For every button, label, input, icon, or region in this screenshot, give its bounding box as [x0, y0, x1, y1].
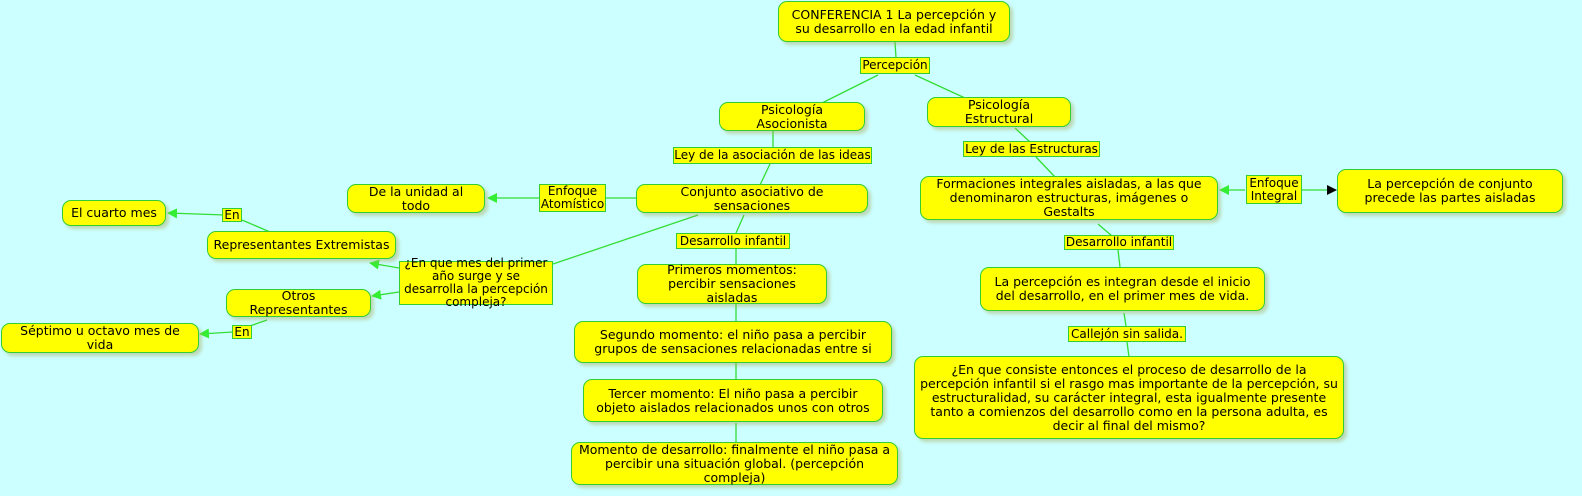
- node-tercer-momento[interactable]: Tercer momento: El niño pasa a percibir objeto aislados relacionados unos con otros: [583, 379, 883, 422]
- node-septimo-octavo[interactable]: Séptimo u octavo mes de vida: [1, 323, 199, 353]
- label-desarrollo-infantil-2: Desarrollo infantil: [1065, 235, 1173, 249]
- node-segundo-momento[interactable]: Segundo momento: el niño pasa a percibir grupos de sensaciones relacionadas entre si: [574, 321, 892, 363]
- node-pregunta-consiste[interactable]: ¿En que consiste entonces el proceso de desarrollo de la percepción infantil si el rasgo mas importante de la percepción, su estructuralidad, su carácter integral, esta igualmente presente tanto a comienzos del desarrollo como en la persona adulta, es decir al final del mismo?: [914, 356, 1344, 439]
- node-cuarto-mes[interactable]: El cuarto mes: [62, 200, 166, 226]
- node-percepcion-integran[interactable]: La percepción es integran desde el inicio del desarrollo, en el primer mes de vida.: [980, 267, 1265, 311]
- node-otros-representantes[interactable]: Otros Representantes: [226, 289, 371, 317]
- node-representantes-extremistas[interactable]: Representantes Extremistas: [207, 231, 396, 259]
- label-en-1: En: [222, 208, 242, 222]
- node-psicologia-asocionista[interactable]: Psicología Asocionista: [719, 102, 865, 131]
- label-callejon: Callejón sin salida.: [1068, 326, 1186, 342]
- label-ley-asociacion: Ley de la asociación de las ideas: [674, 148, 871, 162]
- label-enfoque-atomistico: Enfoque Atomístico: [540, 184, 605, 211]
- label-en-2: En: [232, 325, 252, 339]
- label-pregunta-mes: ¿En que mes del primer año surge y se desarrolla la percepción compleja?: [399, 261, 553, 305]
- node-momento-desarrollo[interactable]: Momento de desarrollo: finalmente el niño pasa a percibir una situación global. (percepción compleja): [571, 442, 898, 485]
- node-percepcion-conjunto[interactable]: La percepción de conjunto precede las partes aisladas: [1337, 169, 1563, 213]
- label-ley-estructuras: Ley de las Estructuras: [963, 141, 1100, 157]
- node-primeros-momentos[interactable]: Primeros momentos: percibir sensaciones aisladas: [637, 264, 827, 304]
- label-enfoque-integral: Enfoque Integral: [1246, 175, 1302, 204]
- label-percepcion: Percepción: [860, 57, 930, 74]
- node-conjunto-asociativo[interactable]: Conjunto asociativo de sensaciones: [636, 184, 868, 213]
- node-psicologia-estructural[interactable]: Psicología Estructural: [927, 97, 1071, 127]
- node-formaciones-integrales[interactable]: Formaciones integrales aisladas, a las que denominaron estructuras, imágenes o Gestalts: [920, 176, 1218, 220]
- node-conferencia[interactable]: CONFERENCIA 1 La percepción y su desarrollo en la edad infantil: [778, 1, 1010, 42]
- label-desarrollo-infantil-1: Desarrollo infantil: [676, 233, 790, 249]
- node-unidad-al-todo[interactable]: De la unidad al todo: [347, 184, 485, 213]
